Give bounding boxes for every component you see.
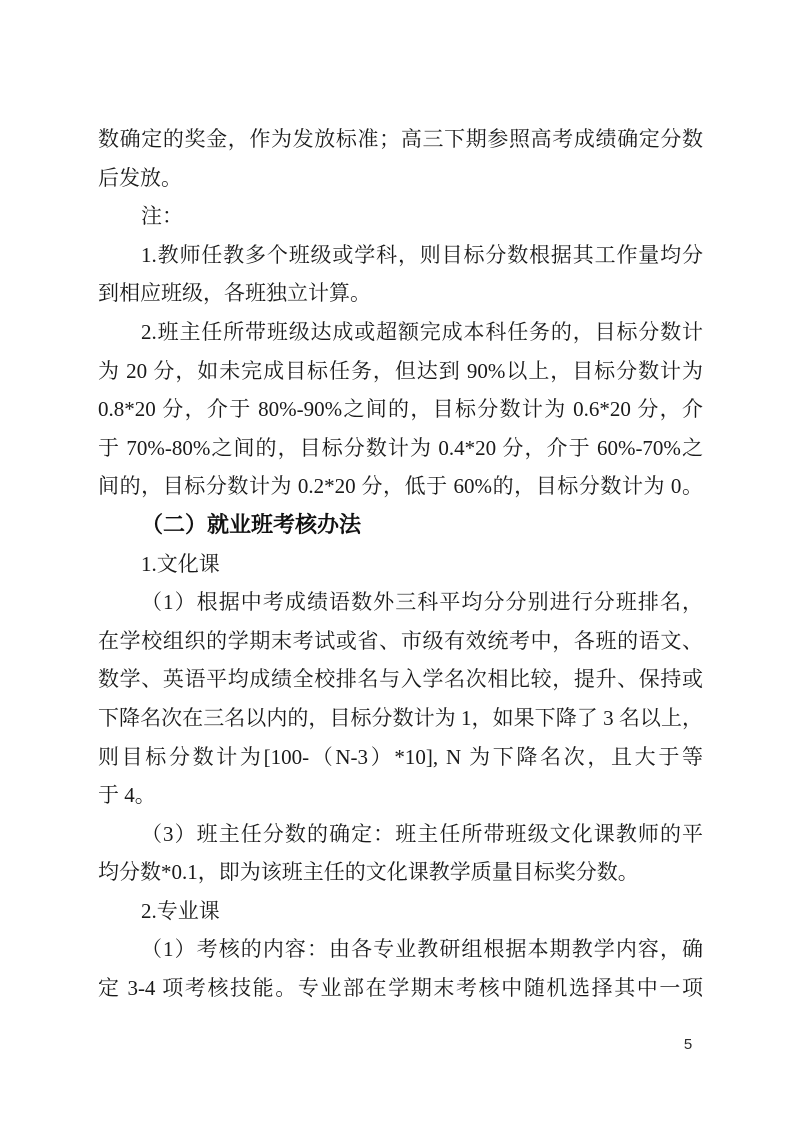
text-line: 数学、英语平均成绩全校排名与入学名次相比较，提升、保持或 bbox=[98, 667, 703, 692]
text-line: 于 4。 bbox=[98, 783, 156, 808]
text-line: 均分数*0.1，即为该班主任的文化课教学质量目标奖分数。 bbox=[98, 860, 639, 885]
text-line: 0.8*20 分，介于 80%-90%之间的，目标分数计为 0.6*20 分，介 bbox=[98, 397, 703, 422]
text-line: 为 20 分，如未完成目标任务，但达到 90%以上，目标分数计为 bbox=[98, 358, 703, 383]
text-line: 在学校组织的学期末考试或省、市级有效统考中，各班的语文、 bbox=[98, 628, 703, 653]
text-line: 后发放。 bbox=[98, 165, 182, 190]
text-line: （3）班主任分数的确定：班主任所带班级文化课教师的平 bbox=[141, 821, 703, 846]
text-line: 间的，目标分数计为 0.2*20 分，低于 60%的，目标分数计为 0。 bbox=[98, 474, 703, 499]
text-line: 到相应班级，各班独立计算。 bbox=[98, 281, 371, 306]
text-line: 1.教师任教多个班级或学科，则目标分数根据其工作量均分 bbox=[141, 242, 703, 267]
text-line: 下降名次在三名以内的，目标分数计为 1，如果下降了 3 名以上， bbox=[98, 705, 703, 730]
text-line: （1）考核的内容：由各专业教研组根据本期教学内容，确 bbox=[141, 937, 703, 962]
text-line: （1）根据中考成绩语数外三科平均分分别进行分班排名， bbox=[141, 590, 703, 615]
text-line: 2.专业课 bbox=[141, 898, 220, 923]
section-heading: （二）就业班考核办法 bbox=[141, 511, 362, 537]
page-number: 5 bbox=[683, 1036, 693, 1053]
text-line: 注： bbox=[141, 204, 183, 229]
text-line: 2.班主任所带班级达成或超额完成本科任务的，目标分数计 bbox=[141, 319, 703, 344]
text-line: 数确定的奖金，作为发放标准；高三下期参照高考成绩确定分数 bbox=[98, 127, 703, 151]
text-line: 则目标分数计为[100-（N-3）*10], N 为下降名次，且大于等 bbox=[98, 744, 703, 769]
text-line: 定 3-4 项考核技能。专业部在学期末考核中随机选择其中一项 bbox=[98, 976, 703, 1001]
text-line: 1.文化课 bbox=[141, 551, 220, 576]
document-body bbox=[98, 120, 703, 1008]
text-line: 于 70%-80%之间的，目标分数计为 0.4*20 分，介于 60%-70%之 bbox=[98, 435, 703, 460]
